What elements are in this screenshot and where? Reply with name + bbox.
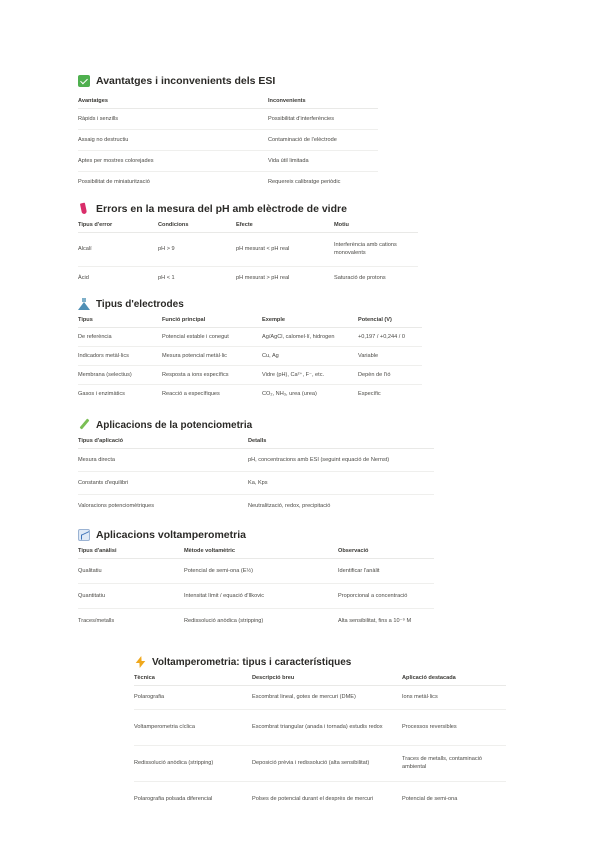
table-row [78,384,422,403]
table-cell: pH, concentracions amb ESI (seguint equació de Nernst) [248,448,434,471]
table-cell: Possibilitat d'interferències [268,108,378,129]
table-cell: Voltamperometria cíclica [134,709,252,745]
errors-table [78,218,418,290]
table-cell: Vida útil limitada [268,150,378,171]
table-header-row [78,434,434,448]
column-header: Tipus d'anàlisi [78,544,184,558]
table-cell: Aptes per mostres colorejades [78,150,268,171]
section-potenciometria [78,418,434,517]
table-cell: Ions metàl·lics [402,685,506,709]
section-errors-title: Errors en la mesura del pH amb elèctrode de vidre [96,203,347,215]
column-header: Detalls [248,434,434,448]
table-header-row [78,94,378,108]
table-cell: Vidre (pH), Ca²⁺, F⁻, etc. [262,365,358,384]
table-row [78,232,418,266]
table-cell: Possibilitat de miniaturització [78,178,150,185]
table-cell: Ag/AgCl, calomel·lí, hidrogen [262,327,358,346]
table-row [78,471,434,494]
flask-icon [78,298,90,310]
table-cell: Potencial estable i conegut [162,327,262,346]
section-esi [78,74,378,192]
table-cell: Contaminació de l'elèctrode [268,129,378,150]
table-cell: Polarografia [134,685,252,709]
table-cell: Identificar l'anàlit [338,558,434,583]
table-cell: CO₂, NH₃, urea (urea) [262,390,317,397]
table-cell: Assaig no destructiu [78,129,268,150]
table-cell: Resposta a ions específics [162,365,262,384]
table-cell: Processos reversibles [402,709,506,745]
table-cell: Traces/metalls [78,617,115,624]
table-cell: Gasos i enzimàtics [78,390,125,397]
section-potenciometria-title: Aplicacions de la potenciometria [96,419,253,431]
check-icon [78,75,90,87]
section-voltam-tipus-heading [134,655,506,669]
table-cell: Potencial de semi-ona (E½) [184,558,338,583]
table-cell: De referència [78,327,162,346]
column-header: Exemple [262,313,358,327]
table-row [78,494,434,517]
table-row [78,171,378,192]
esi-table [78,94,378,192]
table-cell: Quantitatiu [78,583,184,608]
lightning-icon [134,656,146,668]
table-cell: Qualitatiu [78,558,184,583]
section-voltam-tipus [134,655,506,817]
table-cell: Mesura potencial metàl·lic [162,346,262,365]
table-cell: Mesura directa [78,448,248,471]
table-header-row [78,313,422,327]
table-cell: pH > 9 [158,232,236,266]
table-cell: Intensitat límit / equació d'Ilkovic [184,583,338,608]
test-tube-icon [78,203,90,215]
table-row [78,558,434,583]
table-cell: Àcid [78,275,89,282]
section-errors [78,202,418,290]
column-header: Funció principal [162,313,262,327]
table-cell: Redissolució anòdica (stripping) [184,617,264,624]
table-row [78,150,378,171]
table-cell: Requereix calibratge periòdic [268,178,341,185]
table-row [134,685,506,709]
column-header: Tipus d'error [78,218,158,232]
column-header: Efecte [236,218,334,232]
section-voltamperometria-heading [78,528,434,542]
table-cell: Membrana (selectius) [78,365,162,384]
table-header-row [78,544,434,558]
section-esi-title: Avantatges i inconvenients dels ESI [96,75,276,87]
voltamperometria-table [78,544,434,633]
section-electrodes-title: Tipus d'electrodes [96,298,184,310]
table-cell: Neutralització, redox, precipitació [248,502,331,509]
table-row [78,266,418,290]
section-electrodes-heading [78,297,422,311]
column-header: Mètode voltamètric [184,544,338,558]
table-row [78,346,422,365]
table-cell: Potencial de semi-ona [402,796,458,803]
table-header-row [78,218,418,232]
column-header: Aplicació destacada [402,671,506,685]
column-header: Observació [338,544,434,558]
table-cell: Polses de potencial durant el desprès de mercuri [252,796,374,803]
section-errors-heading [78,202,418,216]
column-header: Tècnica [134,671,252,685]
table-cell: +0,197 / +0,244 / 0 [358,327,422,346]
section-electrodes [78,297,422,403]
column-header: Condicions [158,218,236,232]
table-cell: Deposició prèvia i redissolució (alta sensibilitat) [252,745,402,781]
electrodes-table [78,313,422,403]
table-cell: Variable [358,346,422,365]
table-header-row [134,671,506,685]
table-row [78,365,422,384]
table-row [134,781,506,817]
section-esi-heading [78,74,378,88]
table-row [78,583,434,608]
table-cell: Polarografia polsada diferencial [134,796,213,803]
table-cell: pH mesurat > pH real [236,275,290,282]
table-cell: Específic [358,390,381,397]
table-cell: Saturació de protons [334,275,386,282]
table-cell: Alta sensibilitat, fins a 10⁻⁹ M [338,617,412,624]
chart-icon [78,529,90,541]
column-header: Tipus d'aplicació [78,434,248,448]
table-cell: Indicadors metàl·lics [78,346,162,365]
voltam-tipus-table [134,671,506,817]
table-row [134,745,506,781]
table-cell: pH < 1 [158,275,175,282]
column-header: Avantatges [78,94,268,108]
section-voltamperometria [78,528,434,633]
column-header: Potencial (V) [358,313,422,327]
table-cell: Escombrat triangular (anada i tornada) estudis redox [252,709,402,745]
section-voltam-tipus-title: Voltamperometria: tipus i característiques [152,656,352,668]
table-cell: Ka, Kps [248,471,434,494]
table-cell: Reacció a específiques [162,390,220,397]
table-cell: Escombrat lineal, gotes de mercuri (DME) [252,685,402,709]
table-cell: Traces de metalls, contaminació ambiental [402,745,506,781]
table-cell: pH mesurat < pH real [236,232,334,266]
table-row [78,129,378,150]
table-cell: Ràpids i senzills [78,108,268,129]
table-cell: Cu, Ag [262,346,358,365]
table-row [78,608,434,633]
table-cell: Proporcional a concentració [338,583,434,608]
potenciometria-table [78,434,434,517]
table-row [78,448,434,471]
table-cell: Constants d'equilibri [78,471,248,494]
table-cell: Interferència amb cations monovalents [334,232,418,266]
table-cell: Alcalí [78,232,158,266]
pencil-icon [78,419,90,431]
table-cell: Depèn de l'ió [358,365,422,384]
column-header: Motiu [334,218,418,232]
section-potenciometria-heading [78,418,434,432]
column-header: Tipus [78,313,162,327]
table-cell: Valoracions potenciomètriques [78,502,155,509]
section-voltamperometria-title: Aplicacions voltamperometria [96,529,246,541]
table-row [78,327,422,346]
column-header: Inconvenients [268,94,378,108]
table-cell: Redissolució anòdica (stripping) [134,745,252,781]
table-row [134,709,506,745]
table-row [78,108,378,129]
column-header: Descripció breu [252,671,402,685]
